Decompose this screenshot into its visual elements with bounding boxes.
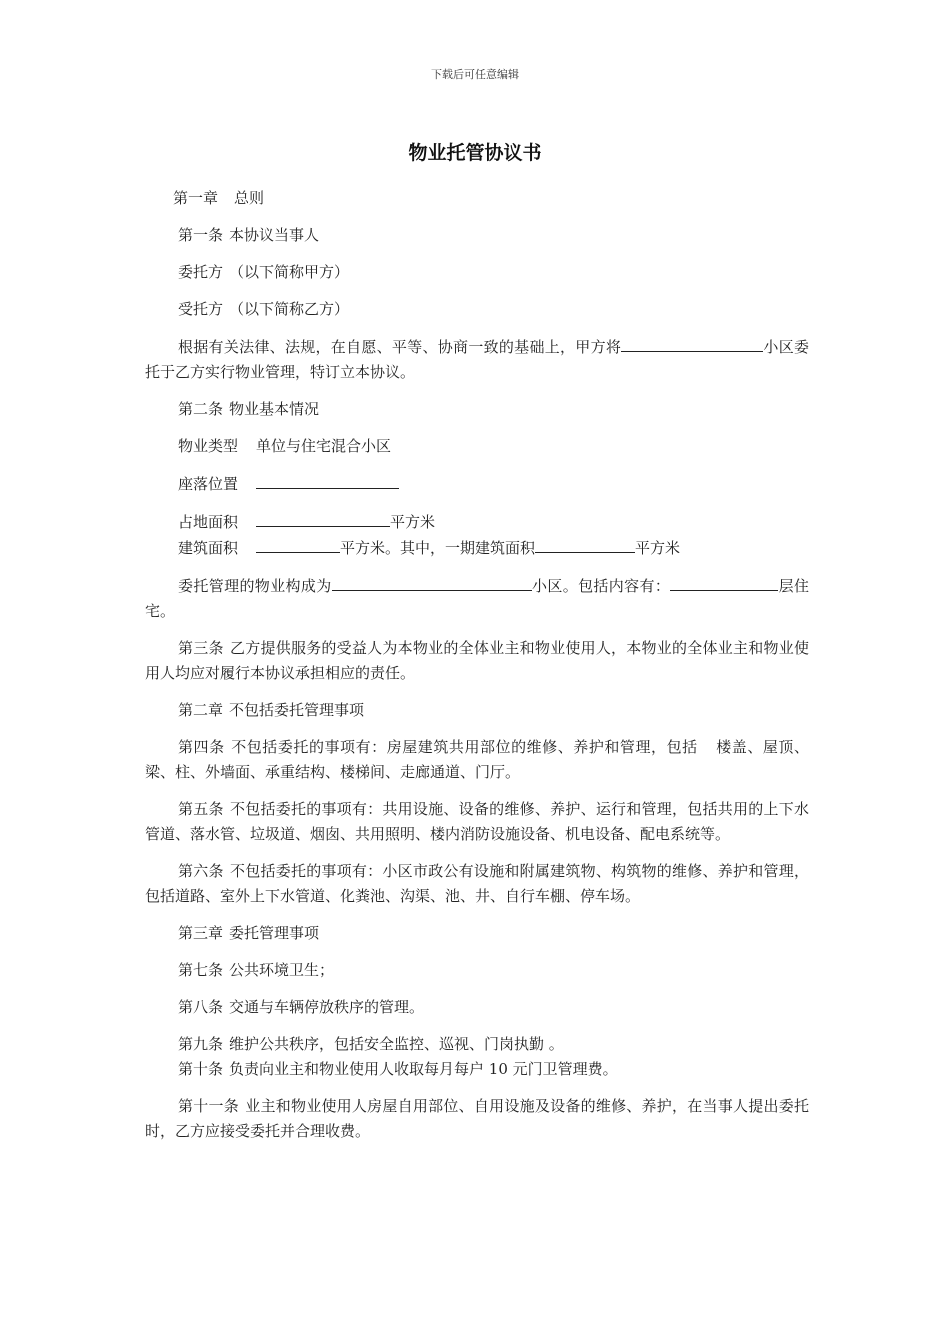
article-10: [145, 1057, 809, 1082]
article-number: 第一条: [178, 226, 224, 244]
article-text: 不包括委托的事项有：共用设施、设备的维修、养护、运行和管理，包括共用的上下水管道、落水管、垃圾道、烟囱、共用照明、楼内消防设施设备、机电设备、配电系统等。: [145, 800, 809, 843]
article-number: 第十一条: [178, 1097, 239, 1115]
chapter-name: 委托管理事项: [229, 924, 320, 942]
community-name-blank: [621, 334, 763, 352]
location-blank: [256, 471, 399, 489]
article-text: 维护公共秩序，包括安全监控、巡视、门岗执勤 。: [229, 1035, 564, 1053]
article-11: [145, 1094, 809, 1144]
article-number: 第五条: [178, 800, 224, 818]
article-number: 第十条: [178, 1060, 224, 1078]
client-note: （以下简称甲方）: [229, 263, 350, 281]
article-6: [145, 859, 809, 909]
article-number: 第四条: [178, 738, 225, 756]
article-2: [145, 397, 809, 422]
basis-text-1: 根据有关法律、法规，在自愿、平等、协商一致的基础上，甲方将: [178, 338, 622, 356]
article-number: 第三条: [178, 639, 224, 657]
article-text-1: 不包括委托的事项有：房屋建筑共用部位的维修、养护和管理，包括: [230, 738, 698, 756]
chapter-name: 总则: [234, 189, 265, 207]
composition-text-2: 小区。包括内容有：: [531, 577, 671, 595]
building-area-label: 建筑面积: [178, 539, 239, 557]
article-text: 乙方提供服务的受益人为本物业的全体业主和物业使用人，本物业的全体业主和物业使用人均应对履行本协议承担相应的责任。: [145, 639, 809, 682]
composition-blank: [332, 573, 532, 591]
trustee-note: （以下简称乙方）: [229, 300, 350, 318]
article-text: 负责向业主和物业使用人收取每月每户 10 元门卫管理费。: [229, 1060, 618, 1078]
article-9: [145, 1032, 809, 1057]
building-area-unit-1: 平方米。其中，一期建筑面积: [340, 539, 536, 557]
chapter-3-heading: [145, 921, 809, 946]
land-area-line: [145, 509, 809, 535]
article-7: [145, 958, 809, 983]
article-text: 本协议当事人: [229, 226, 320, 244]
composition-text-1: 委托管理的物业构成为: [178, 577, 332, 595]
article-5: [145, 797, 809, 847]
contents-blank: [670, 573, 778, 591]
chapter-name: 不包括委托管理事项: [229, 701, 365, 719]
document-body: [145, 186, 809, 1156]
article-1: [145, 223, 809, 248]
chapter-1-heading: [145, 186, 809, 211]
building-area-line: [145, 535, 809, 561]
chapter-2-heading: [145, 698, 809, 723]
chapter-number: 第一章: [173, 189, 219, 207]
property-type-label: 物业类型: [178, 437, 239, 455]
article-number: 第七条: [178, 961, 224, 979]
header-note: 下载后可任意编辑: [431, 68, 519, 81]
article-text: 不包括委托的事项有：小区市政公有设施和附属建筑物、构筑物的维修、养护和管理，包括道路、室外上下水管道、化粪池、沟渠、池、井、自行车棚、停车场。: [145, 862, 809, 905]
basis-paragraph: [145, 334, 809, 385]
article-number: 第九条: [178, 1035, 224, 1053]
basis-text-2: 小区委托于乙方实行物业管理，特订立本协议。: [145, 338, 809, 381]
client-label: 委托方: [178, 263, 224, 281]
phase-one-area-blank: [535, 535, 635, 553]
article-text: 公共环境卫生；: [229, 961, 335, 979]
article-text: 业主和物业使用人房屋自用部位、自用设施及设备的维修、养护，在当事人提出委托时，乙方应接受委托并合理收费。: [145, 1097, 809, 1140]
land-area-unit: 平方米: [390, 513, 436, 531]
article-number: 第二条: [178, 400, 224, 418]
article-4: [145, 735, 809, 785]
building-area-blank: [256, 535, 340, 553]
location-line: [145, 471, 809, 497]
article-3: [145, 636, 809, 686]
article-text-2: 楼盖、屋顶、梁、柱、外墙面、承重结构、楼梯间、走廊通道、门厅。: [145, 738, 809, 781]
land-area-label: 占地面积: [178, 513, 239, 531]
property-type-line: [145, 434, 809, 459]
property-type-value: 单位与住宅混合小区: [256, 437, 392, 455]
trustee-party-line: [145, 297, 809, 322]
article-text: 物业基本情况: [229, 400, 320, 418]
building-area-unit-2: 平方米: [635, 539, 681, 557]
article-text: 交通与车辆停放秩序的管理。: [229, 998, 425, 1016]
article-number: 第六条: [178, 862, 224, 880]
trustee-label: 受托方: [178, 300, 224, 318]
composition-paragraph: [145, 573, 809, 624]
client-party-line: [145, 260, 809, 285]
composition-text-3: 层住宅。: [145, 577, 809, 620]
land-area-blank: [256, 509, 390, 527]
location-label: 座落位置: [178, 475, 239, 493]
document-title: 物业托管协议书: [408, 142, 542, 164]
chapter-number: 第二章: [178, 701, 224, 719]
chapter-number: 第三章: [178, 924, 224, 942]
article-8: [145, 995, 809, 1020]
article-number: 第八条: [178, 998, 224, 1016]
